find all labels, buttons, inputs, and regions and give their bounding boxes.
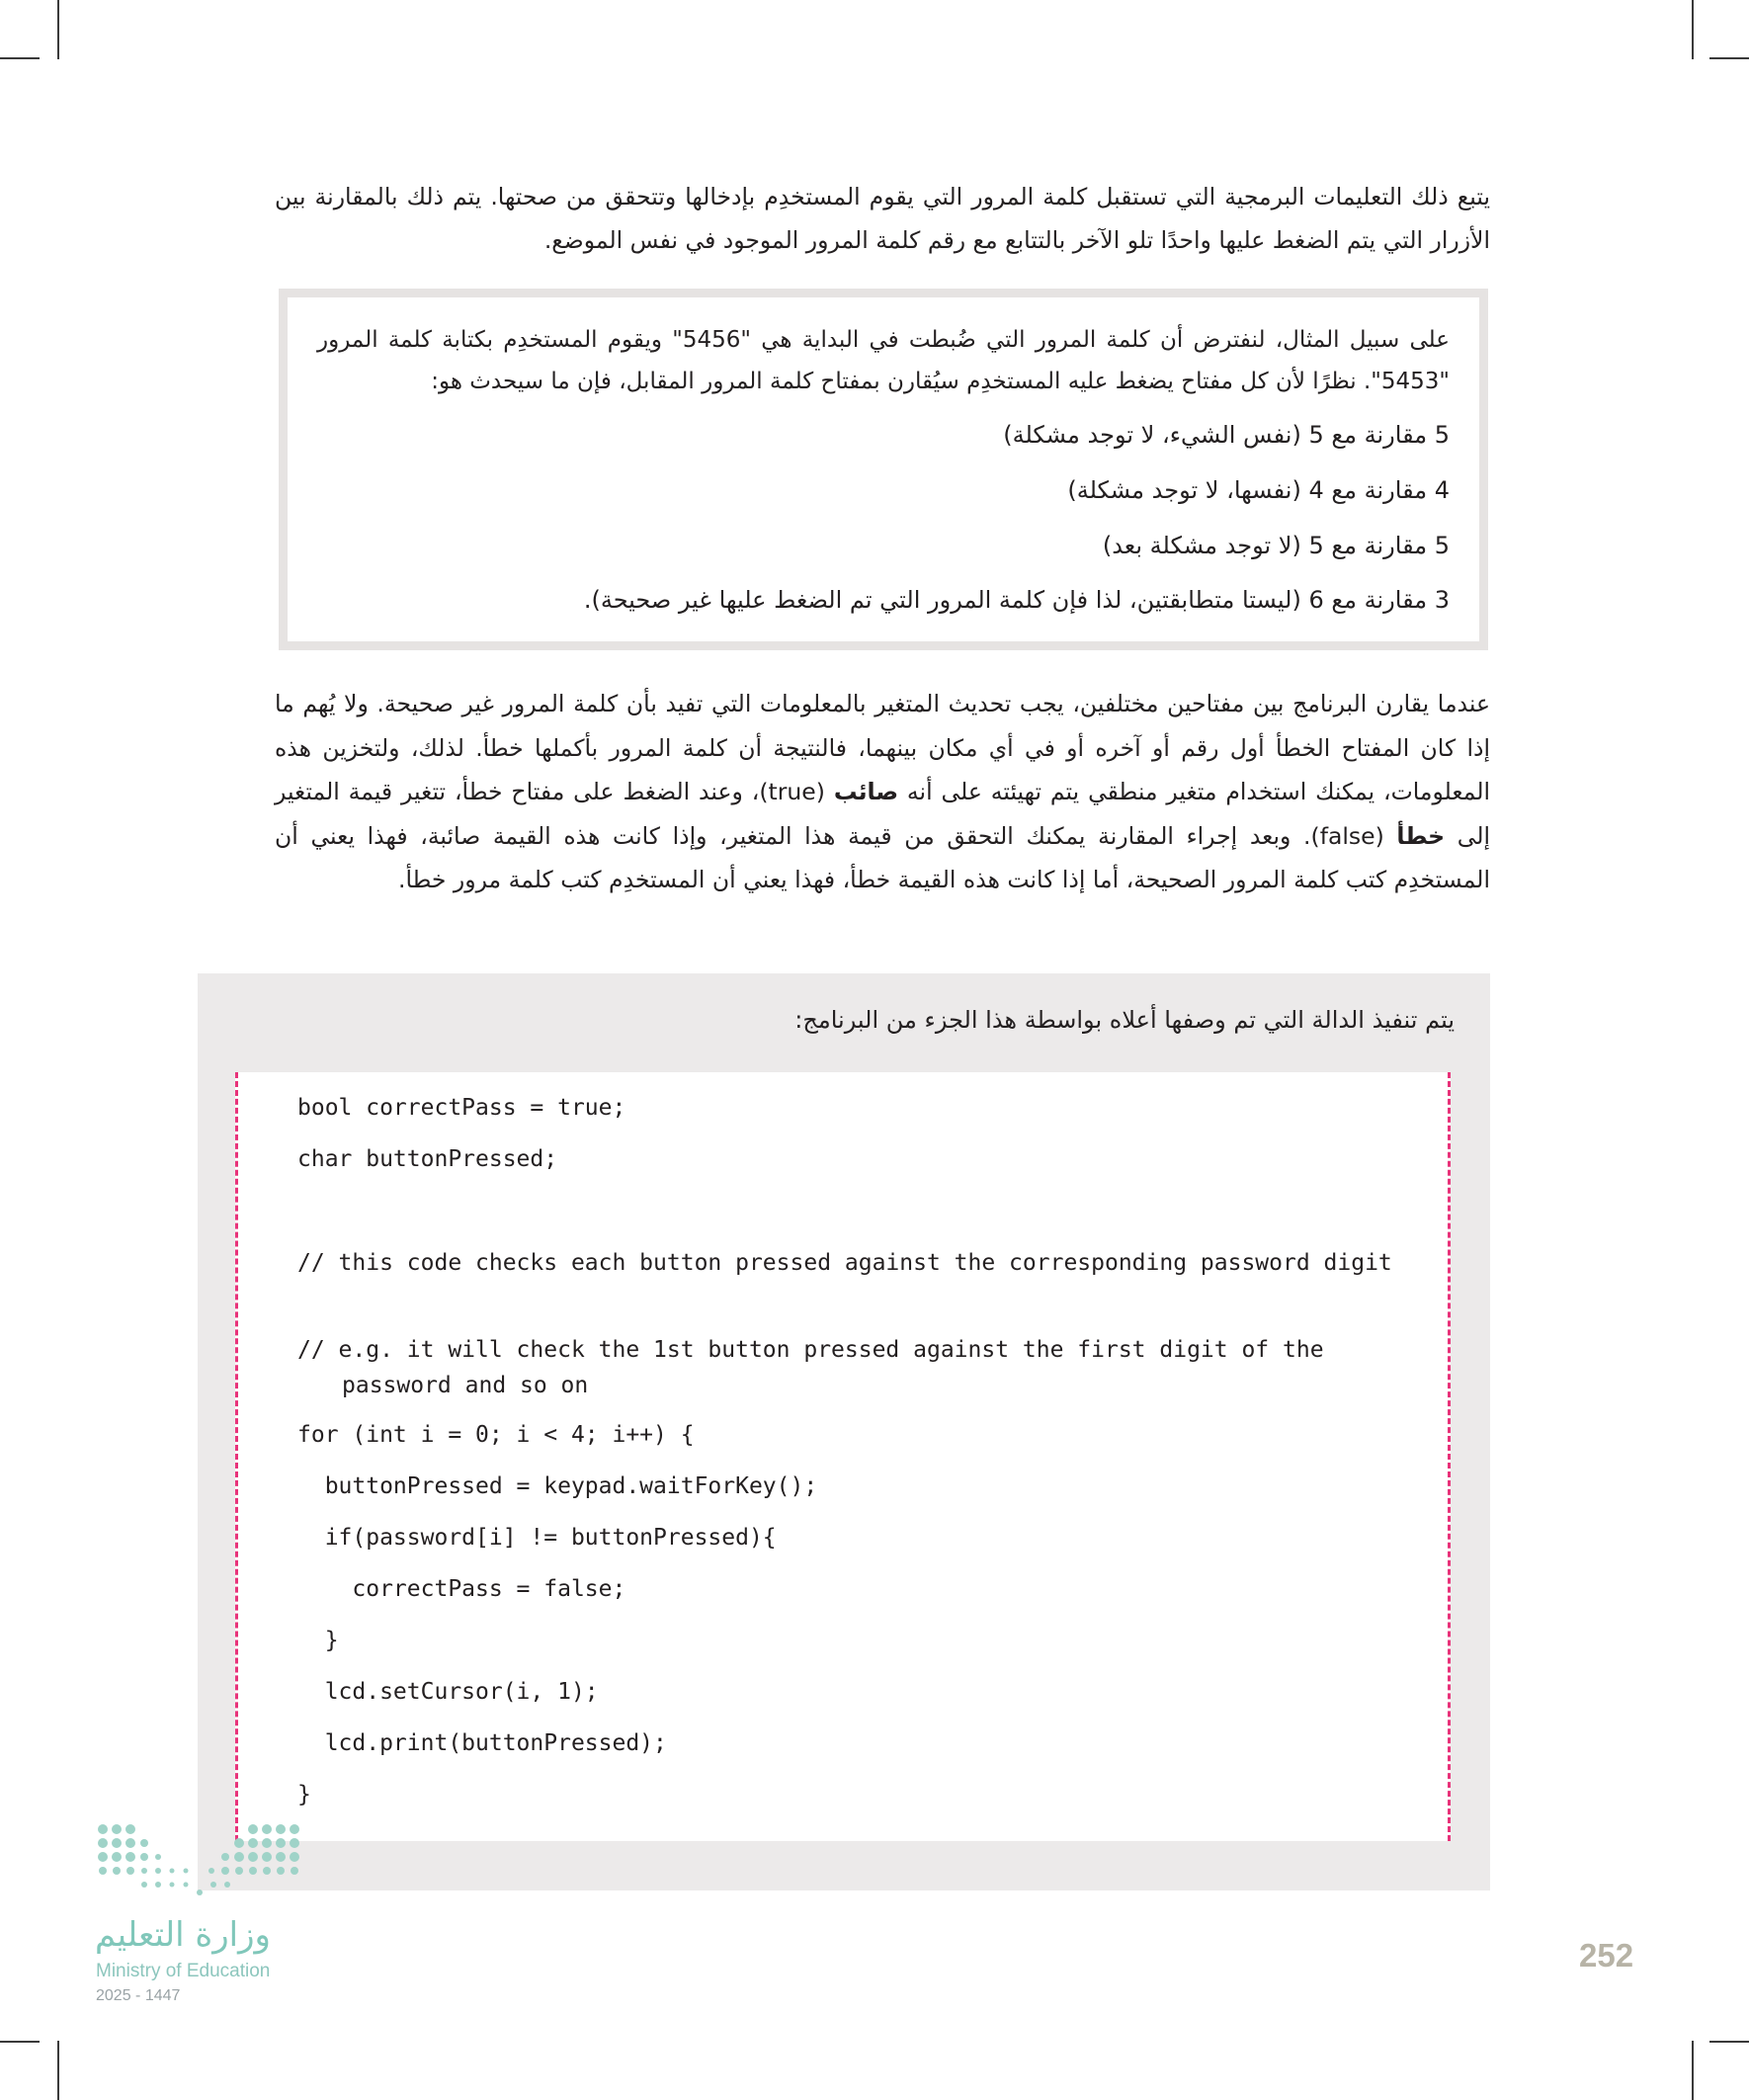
explanation-text: (true)، وعند الضغط على مفتاح خطأ، تتغير قيمة المتغير إلى xyxy=(275,778,1491,850)
explanation-text: (false). وبعد إجراء المقارنة يمكنك التحقق من قيمة هذا المتغير، وإذا كانت هذه القيمة صائبة، فهذا يعني أن المستخدِم كتب كلمة المرور الصحيحة، أما إذا كانت هذه القيمة خطأ، فهذا يعني أن المستخدِم كتب كلمة مرور خطأ. xyxy=(275,821,1490,894)
bold-term-false: خطأ xyxy=(1396,821,1446,850)
code-line: } xyxy=(297,1782,311,1807)
crop-mark xyxy=(57,2041,59,2100)
code-blank-line xyxy=(297,1195,1414,1245)
crop-mark xyxy=(1709,57,1749,59)
code-line: for (int i = 0; i < 4; i++) { xyxy=(297,1422,695,1448)
code-line: lcd.print(buttonPressed); xyxy=(297,1730,667,1756)
intro-paragraph: يتبع ذلك التعليمات البرمجية التي تستقبل كلمة المرور التي يقوم المستخدِم بإدخالها وتتحقق من صحتها. يتم ذلك بالمقارنة بين الأزرار التي يتم الضغط عليها واحدًا تلو الآخر بالتتابع مع رقم كلمة المرور الموجود في نفس الموضع. xyxy=(275,183,1490,254)
comparison-item: 5 مقارنة مع 5 (لا توجد مشكلة بعد) xyxy=(1102,532,1450,559)
bold-term-true: صائب xyxy=(833,778,899,806)
crop-mark xyxy=(1692,0,1694,59)
crop-mark xyxy=(0,2041,40,2043)
code-border-left xyxy=(235,1072,238,1841)
page-number: 252 xyxy=(1579,1937,1634,1974)
crop-mark xyxy=(57,0,59,59)
ministry-name-arabic: وزارة التعليم xyxy=(95,1915,271,1955)
example-box xyxy=(279,289,1488,650)
code-line: char buttonPressed; xyxy=(297,1146,558,1172)
code-panel xyxy=(198,973,1490,1890)
ministry-name-english: Ministry of Education xyxy=(96,1961,271,1981)
explanation-text: عندما يقارن البرنامج بين مفتاحين مختلفين، يجب تحديث المتغير بالمعلومات التي تفيد بأن كلمة المرور غير صحيحة. ولا يُهم ما إذا كان المفتاح الخطأ أول رقم أو آخره أو في أي مكان بينهما، فالنتيجة أن كلمة المرور بأكملها خطأ. لذلك، ولتخزين هذه المعلومات، يمكنك استخدام متغير منطقي يتم تهيئته على أنه xyxy=(275,690,1491,806)
code-line: buttonPressed = keypad.waitForKey(); xyxy=(297,1473,818,1499)
code-line: if(password[i] != buttonPressed){ xyxy=(297,1525,777,1551)
code-block xyxy=(297,1092,1414,1830)
example-intro: على سبيل المثال، لنفترض أن كلمة المرور التي ضُبطت في البداية هي "5456" ويقوم المستخدِم بكتابة كلمة المرور "5453". نظرًا لأن كل مفتاح يضغط عليه المستخدِم سيُقارن بمفتاح كلمة المرور المقابل، فإن ما سيحدث هو: xyxy=(317,327,1450,394)
comparison-item: 3 مقارنة مع 6 (ليستا متطابقتين، لذا فإن كلمة المرور التي تم الضغط عليها غير صحيحة). xyxy=(583,586,1450,614)
code-line: lcd.setCursor(i, 1); xyxy=(297,1679,599,1705)
edition-year: 2025 - 1447 xyxy=(96,1987,181,2004)
ministry-logo-icon xyxy=(95,1821,312,1900)
code-comment: // e.g. it will check the 1st button pressed against the first digit of the password and so on xyxy=(297,1337,1338,1398)
code-comment: // this code checks each button pressed against the corresponding password digit xyxy=(297,1250,1392,1276)
comparison-item: 5 مقارنة مع 5 (نفس الشيء، لا توجد مشكلة) xyxy=(1003,421,1450,449)
code-box xyxy=(235,1072,1451,1841)
code-line: } xyxy=(297,1628,339,1653)
crop-mark xyxy=(1692,2041,1694,2100)
explanation-paragraph xyxy=(275,682,1490,902)
code-line: correctPass = false; xyxy=(297,1576,626,1602)
crop-mark xyxy=(1709,2041,1749,2043)
crop-mark xyxy=(0,57,40,59)
code-border-right xyxy=(1448,1072,1451,1841)
comparison-item: 4 مقارنة مع 4 (نفسها، لا توجد مشكلة) xyxy=(1067,476,1450,504)
code-line: bool correctPass = true; xyxy=(297,1095,626,1121)
code-intro: يتم تنفيذ الدالة التي تم وصفها أعلاه بواسطة هذا الجزء من البرنامج: xyxy=(794,1006,1455,1034)
